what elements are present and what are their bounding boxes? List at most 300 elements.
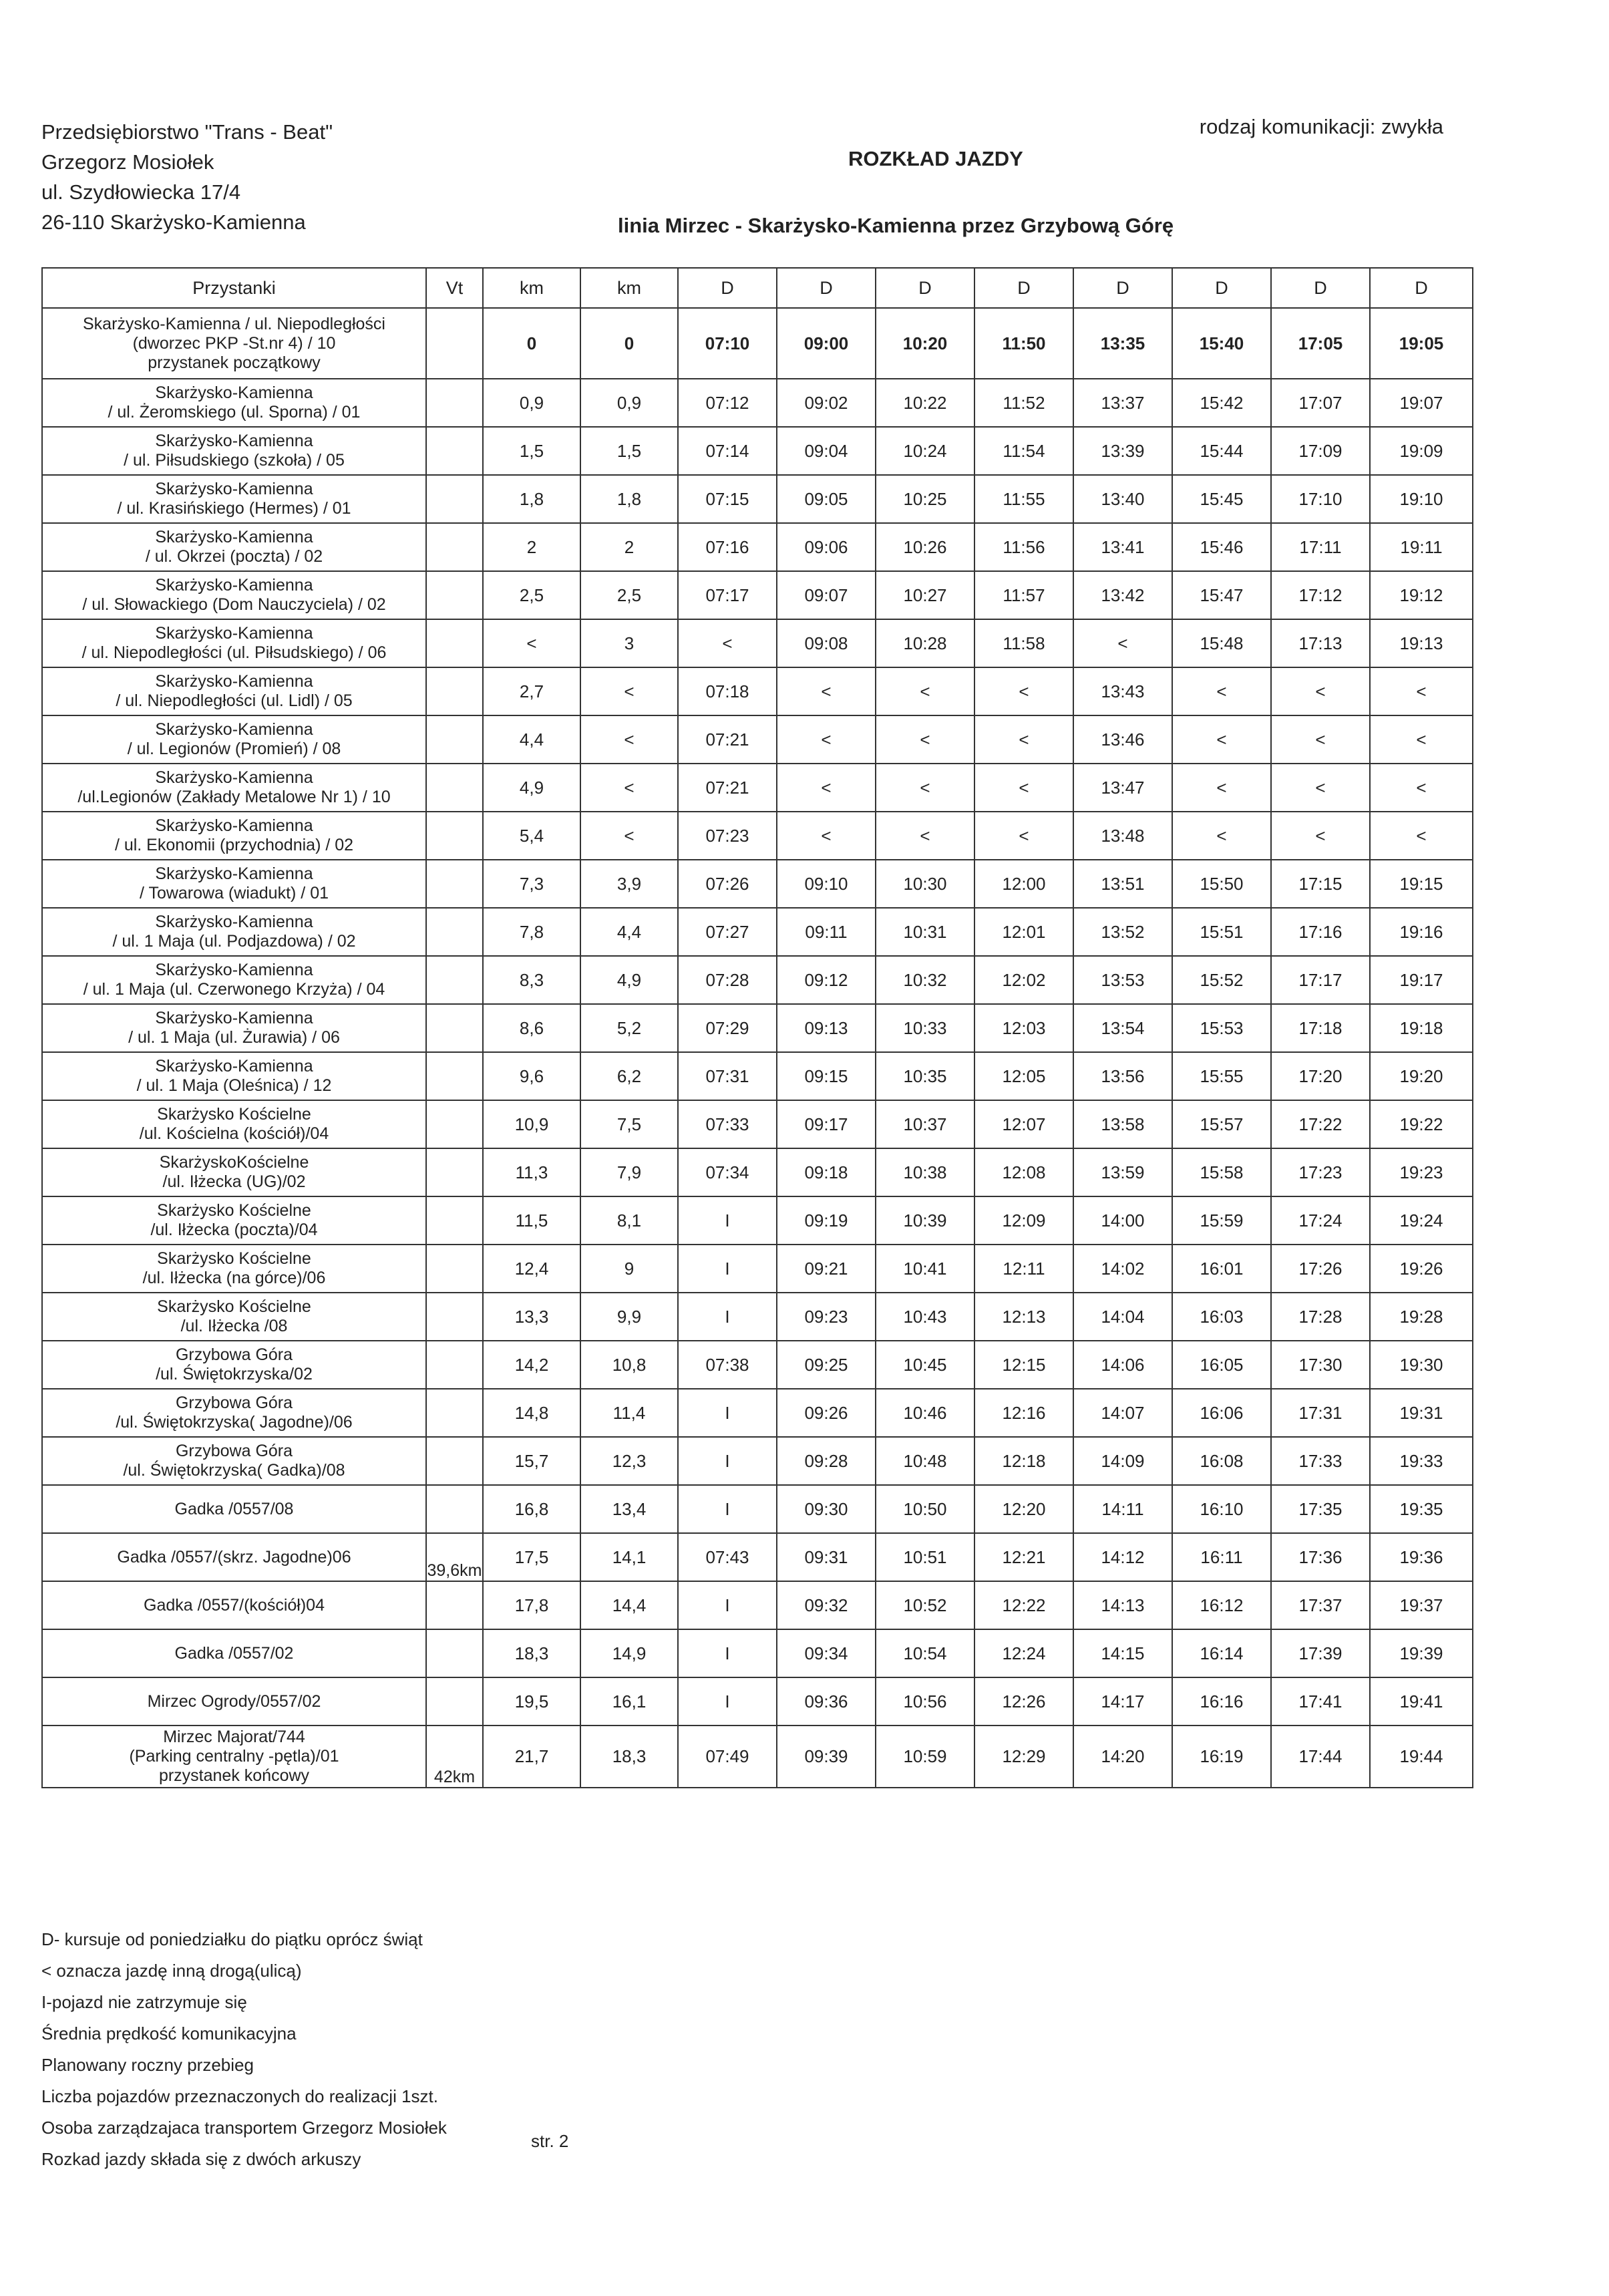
stop-name-line: / ul. 1 Maja (ul. Podjazdowa) / 02 [112, 932, 356, 951]
table-row [42, 1581, 1473, 1629]
departure-time: 14:20 [1073, 1726, 1172, 1788]
departure-time: 11:56 [974, 523, 1073, 571]
departure-time: 11:55 [974, 475, 1073, 523]
departure-time: 10:50 [876, 1485, 974, 1533]
table-row [42, 956, 1473, 1004]
km-cell: 16,8 [483, 1485, 580, 1533]
table-row [42, 1004, 1473, 1052]
departure-time: 15:44 [1172, 427, 1271, 475]
column-header: D [1271, 268, 1370, 308]
stop-name-line: Skarżysko Kościelne [157, 1105, 311, 1124]
km-cell: 14,2 [483, 1341, 580, 1389]
departure-time: 12:01 [974, 908, 1073, 956]
table-row [42, 1052, 1473, 1100]
departure-time: 13:48 [1073, 812, 1172, 860]
table-row [42, 523, 1473, 571]
departure-time: 15:40 [1172, 308, 1271, 379]
departure-time: 13:35 [1073, 308, 1172, 379]
table-row [42, 860, 1473, 908]
km-cell: 7,3 [483, 860, 580, 908]
departure-time: 14:09 [1073, 1437, 1172, 1485]
departure-time: 17:37 [1271, 1581, 1370, 1629]
vt-cell [426, 1629, 483, 1677]
departure-time: 12:29 [974, 1726, 1073, 1788]
stop-name-line: / ul. Krasińskiego (Hermes) / 01 [117, 499, 351, 518]
departure-time: 09:23 [777, 1293, 876, 1341]
table-row [42, 667, 1473, 715]
km-cell: 11,3 [483, 1148, 580, 1196]
departure-time: 10:24 [876, 427, 974, 475]
stop-name-line: Skarżysko-Kamienna [155, 1009, 313, 1027]
vt-cell [426, 1389, 483, 1437]
departure-time: 17:30 [1271, 1341, 1370, 1389]
km-cell: 4,9 [483, 764, 580, 812]
departure-time: 09:13 [777, 1004, 876, 1052]
stop-name-line: / ul. Piłsudskiego (szkoła) / 05 [124, 451, 345, 470]
departure-time: 09:12 [777, 956, 876, 1004]
km-cell: 4,4 [580, 908, 678, 956]
departure-time: 09:02 [777, 379, 876, 427]
stop-name-line: /ul. Kościelna (kościół)/04 [139, 1124, 329, 1143]
departure-time: 14:06 [1073, 1341, 1172, 1389]
departure-time: 15:47 [1172, 571, 1271, 619]
table-row [42, 1293, 1473, 1341]
vt-cell: 42km [426, 1726, 483, 1788]
departure-time: 09:30 [777, 1485, 876, 1533]
table-row [42, 908, 1473, 956]
km-cell: 18,3 [483, 1629, 580, 1677]
departure-time: 17:44 [1271, 1726, 1370, 1788]
departure-time: 19:44 [1370, 1726, 1473, 1788]
km-cell: 2,5 [580, 571, 678, 619]
departure-time: 19:17 [1370, 956, 1473, 1004]
departure-time: < [1172, 715, 1271, 764]
table-row [42, 1533, 1473, 1581]
stop-name-line: Gadka /0557/(skrz. Jagodne)06 [117, 1547, 351, 1567]
km-cell: 9,9 [580, 1293, 678, 1341]
departure-time: 13:58 [1073, 1100, 1172, 1148]
departure-time: 07:33 [678, 1100, 777, 1148]
departure-time: 16:03 [1172, 1293, 1271, 1341]
stop-name-line: Skarżysko-Kamienna [155, 480, 313, 498]
stop-name [42, 1677, 426, 1726]
departure-time: 10:35 [876, 1052, 974, 1100]
departure-time: 19:10 [1370, 475, 1473, 523]
vt-cell [426, 619, 483, 667]
departure-time: 16:11 [1172, 1533, 1271, 1581]
stop-name [42, 1293, 426, 1341]
departure-time: 14:02 [1073, 1245, 1172, 1293]
departure-time: 07:29 [678, 1004, 777, 1052]
departure-time: 19:35 [1370, 1485, 1473, 1533]
departure-time: I [678, 1196, 777, 1245]
departure-time: 17:15 [1271, 860, 1370, 908]
departure-time: < [1370, 764, 1473, 812]
vt-cell [426, 308, 483, 379]
departure-time: 17:13 [1271, 619, 1370, 667]
departure-time: < [777, 667, 876, 715]
km-cell: 0 [580, 308, 678, 379]
column-header: km [483, 268, 580, 308]
departure-time: 13:52 [1073, 908, 1172, 956]
stop-name-line: Grzybowa Góra [175, 1345, 293, 1364]
departure-time: 10:59 [876, 1726, 974, 1788]
stop-name-line: /ul.Legionów (Zakłady Metalowe Nr 1) / 10 [77, 788, 391, 806]
km-cell: 0,9 [580, 379, 678, 427]
departure-time: 09:26 [777, 1389, 876, 1437]
vt-cell [426, 908, 483, 956]
km-cell: 18,3 [580, 1726, 678, 1788]
column-header: D [876, 268, 974, 308]
departure-time: 17:36 [1271, 1533, 1370, 1581]
stop-name-line: Grzybowa Góra [175, 1442, 293, 1460]
departure-time: < [1370, 715, 1473, 764]
stop-name-line: Mirzec Ogrody/0557/02 [147, 1691, 321, 1711]
departure-time: 19:41 [1370, 1677, 1473, 1726]
departure-time: 16:16 [1172, 1677, 1271, 1726]
departure-time: < [1073, 619, 1172, 667]
km-cell: 15,7 [483, 1437, 580, 1485]
vt-cell [426, 1677, 483, 1726]
km-cell: 14,4 [580, 1581, 678, 1629]
km-cell: < [580, 667, 678, 715]
table-row [42, 475, 1473, 523]
stop-name [42, 619, 426, 667]
departure-time: 17:20 [1271, 1052, 1370, 1100]
departure-time: 09:08 [777, 619, 876, 667]
stop-name [42, 523, 426, 571]
stop-name [42, 1245, 426, 1293]
stop-name [42, 1389, 426, 1437]
column-header: D [1370, 268, 1473, 308]
departure-time: 07:34 [678, 1148, 777, 1196]
route-title: linia Mirzec - Skarżysko-Kamienna przez Grzybową Górę [618, 214, 1174, 237]
vt-cell [426, 1341, 483, 1389]
km-cell: 12,3 [580, 1437, 678, 1485]
departure-time: < [1370, 812, 1473, 860]
departure-time: 13:47 [1073, 764, 1172, 812]
vt-cell [426, 764, 483, 812]
km-cell: 10,8 [580, 1341, 678, 1389]
legend [41, 1924, 447, 2175]
vt-cell [426, 1293, 483, 1341]
departure-time: 10:27 [876, 571, 974, 619]
departure-time: 19:26 [1370, 1245, 1473, 1293]
km-cell: 13,3 [483, 1293, 580, 1341]
column-header: Przystanki [42, 268, 426, 308]
stop-name-line: przystanek końcowy [158, 1766, 310, 1785]
departure-time: < [1271, 812, 1370, 860]
departure-time: 16:06 [1172, 1389, 1271, 1437]
vt-cell [426, 812, 483, 860]
departure-time: 07:49 [678, 1726, 777, 1788]
km-cell: 5,2 [580, 1004, 678, 1052]
departure-time: 11:54 [974, 427, 1073, 475]
departure-time: < [974, 812, 1073, 860]
stop-name [42, 1052, 426, 1100]
departure-time: I [678, 1293, 777, 1341]
departure-time: 13:59 [1073, 1148, 1172, 1196]
departure-time: 07:38 [678, 1341, 777, 1389]
legend-item: Planowany roczny przebieg [41, 2055, 254, 2075]
stop-name [42, 571, 426, 619]
departure-time: 19:30 [1370, 1341, 1473, 1389]
km-cell: 3,9 [580, 860, 678, 908]
stop-name [42, 1437, 426, 1485]
stop-name-line: /ul. Świętokrzyska( Jagodne)/06 [116, 1413, 353, 1432]
departure-time: 09:17 [777, 1100, 876, 1148]
departure-time: < [974, 667, 1073, 715]
departure-time: 16:19 [1172, 1726, 1271, 1788]
departure-time: 17:39 [1271, 1629, 1370, 1677]
departure-time: 19:22 [1370, 1100, 1473, 1148]
stop-name [42, 1581, 426, 1629]
departure-time: 16:08 [1172, 1437, 1271, 1485]
departure-time: 17:16 [1271, 908, 1370, 956]
stop-name-line: Skarżysko-Kamienna [155, 720, 313, 739]
departure-time: 09:34 [777, 1629, 876, 1677]
table-row [42, 619, 1473, 667]
departure-time: 09:18 [777, 1148, 876, 1196]
departure-time: 09:28 [777, 1437, 876, 1485]
departure-time: 07:28 [678, 956, 777, 1004]
departure-time: 09:25 [777, 1341, 876, 1389]
km-cell: 13,4 [580, 1485, 678, 1533]
departure-time: 11:50 [974, 308, 1073, 379]
departure-time: 07:16 [678, 523, 777, 571]
departure-time: I [678, 1389, 777, 1437]
km-cell: 11,4 [580, 1389, 678, 1437]
departure-time: 19:37 [1370, 1581, 1473, 1629]
departure-time: 07:10 [678, 308, 777, 379]
departure-time: 12:05 [974, 1052, 1073, 1100]
departure-time: 15:55 [1172, 1052, 1271, 1100]
departure-time: 11:57 [974, 571, 1073, 619]
km-cell: 6,2 [580, 1052, 678, 1100]
stop-name-line: / ul. Żeromskiego (ul. Sporna) / 01 [108, 403, 361, 422]
vt-cell [426, 1581, 483, 1629]
departure-time: < [777, 764, 876, 812]
communication-type: rodzaj komunikacji: zwykła [1199, 115, 1443, 138]
km-cell: 2,5 [483, 571, 580, 619]
km-cell: 4,9 [580, 956, 678, 1004]
departure-time: 17:23 [1271, 1148, 1370, 1196]
stop-name [42, 427, 426, 475]
departure-time: 09:11 [777, 908, 876, 956]
departure-time: 07:21 [678, 764, 777, 812]
departure-time: 14:13 [1073, 1581, 1172, 1629]
km-cell: 2 [483, 523, 580, 571]
departure-time: 09:21 [777, 1245, 876, 1293]
stop-name-line: Grzybowa Góra [175, 1393, 293, 1412]
km-cell: < [580, 764, 678, 812]
km-cell: 16,1 [580, 1677, 678, 1726]
stop-name-line: Gadka /0557/(kościół)04 [144, 1595, 325, 1615]
stop-name-line: Skarżysko-Kamienna [155, 383, 313, 402]
km-cell: 14,8 [483, 1389, 580, 1437]
departure-time: 19:12 [1370, 571, 1473, 619]
stop-name [42, 1341, 426, 1389]
departure-time: 10:48 [876, 1437, 974, 1485]
km-cell: 7,8 [483, 908, 580, 956]
departure-time: 19:13 [1370, 619, 1473, 667]
departure-time: 09:05 [777, 475, 876, 523]
departure-time: < [1271, 667, 1370, 715]
departure-time: 12:24 [974, 1629, 1073, 1677]
stop-name-line: /ul. Iłżecka (UG)/02 [162, 1172, 306, 1191]
departure-time: I [678, 1437, 777, 1485]
departure-time: 07:18 [678, 667, 777, 715]
departure-time: 19:33 [1370, 1437, 1473, 1485]
departure-time: 16:05 [1172, 1341, 1271, 1389]
vt-cell [426, 523, 483, 571]
stop-name [42, 956, 426, 1004]
km-cell: 1,5 [580, 427, 678, 475]
km-cell: 17,5 [483, 1533, 580, 1581]
departure-time: I [678, 1629, 777, 1677]
stop-name [42, 715, 426, 764]
departure-time: < [777, 812, 876, 860]
departure-time: 09:04 [777, 427, 876, 475]
legend-item: Osoba zarządzajaca transportem Grzegorz Mosiołek [41, 2118, 447, 2138]
stop-name [42, 1533, 426, 1581]
page-number: str. 2 [531, 2131, 569, 2151]
departure-time: 10:41 [876, 1245, 974, 1293]
legend-item: Średnia prędkość komunikacyjna [41, 2023, 297, 2043]
departure-time: 17:22 [1271, 1100, 1370, 1148]
page-title: ROZKŁAD JAZDY [848, 147, 1023, 170]
company-line: ul. Szydłowiecka 17/4 [41, 180, 241, 204]
km-cell: 7,9 [580, 1148, 678, 1196]
departure-time: 13:56 [1073, 1052, 1172, 1100]
departure-time: 10:52 [876, 1581, 974, 1629]
table-row [42, 1677, 1473, 1726]
departure-time: 19:11 [1370, 523, 1473, 571]
departure-time: 10:54 [876, 1629, 974, 1677]
departure-time: 12:18 [974, 1437, 1073, 1485]
stop-name-line: / ul. 1 Maja (ul. Żurawia) / 06 [128, 1028, 340, 1047]
km-cell: < [580, 715, 678, 764]
km-cell: 21,7 [483, 1726, 580, 1788]
stop-name [42, 1100, 426, 1148]
stop-name-line: Skarżysko-Kamienna [155, 624, 313, 643]
departure-time: 14:15 [1073, 1629, 1172, 1677]
stop-name-line: Skarżysko-Kamienna [155, 864, 313, 883]
departure-time: 13:37 [1073, 379, 1172, 427]
departure-time: 10:22 [876, 379, 974, 427]
table-row [42, 308, 1473, 379]
vt-cell [426, 475, 483, 523]
departure-time: 10:32 [876, 956, 974, 1004]
vt-cell [426, 1437, 483, 1485]
stop-name-line: / ul. Niepodległości (ul. Lidl) / 05 [116, 691, 353, 710]
km-cell: 5,4 [483, 812, 580, 860]
departure-time: 10:51 [876, 1533, 974, 1581]
departure-time: 15:45 [1172, 475, 1271, 523]
stop-name-line: /ul. Iłżecka (poczta)/04 [150, 1220, 318, 1239]
departure-time: 07:43 [678, 1533, 777, 1581]
stop-name-line: przystanek początkowy [148, 353, 321, 372]
departure-time: 09:10 [777, 860, 876, 908]
departure-time: 12:26 [974, 1677, 1073, 1726]
departure-time: 13:40 [1073, 475, 1172, 523]
departure-time: < [1172, 764, 1271, 812]
km-cell: 12,4 [483, 1245, 580, 1293]
departure-time: 19:09 [1370, 427, 1473, 475]
departure-time: 07:31 [678, 1052, 777, 1100]
departure-time: 10:31 [876, 908, 974, 956]
table-row [42, 1389, 1473, 1437]
departure-time: 12:07 [974, 1100, 1073, 1148]
departure-time: 19:24 [1370, 1196, 1473, 1245]
stop-name [42, 1148, 426, 1196]
departure-time: 09:15 [777, 1052, 876, 1100]
km-cell: 0,9 [483, 379, 580, 427]
departure-time: 19:28 [1370, 1293, 1473, 1341]
departure-time: < [1172, 812, 1271, 860]
stop-name-line: / ul. Okrzei (poczta) / 02 [145, 547, 323, 566]
departure-time: 09:31 [777, 1533, 876, 1581]
departure-time: 19:18 [1370, 1004, 1473, 1052]
departure-time: < [974, 764, 1073, 812]
departure-time: 11:58 [974, 619, 1073, 667]
stop-name-line: Skarżysko-Kamienna [155, 1057, 313, 1076]
departure-time: 07:23 [678, 812, 777, 860]
departure-time: 10:37 [876, 1100, 974, 1148]
departure-time: 15:57 [1172, 1100, 1271, 1148]
stop-name-line: / ul. 1 Maja (ul. Czerwonego Krzyża) / 04 [83, 980, 385, 999]
vt-cell [426, 667, 483, 715]
stop-name-line: Skarżysko-Kamienna [155, 816, 313, 835]
table-row [42, 1437, 1473, 1485]
departure-time: 07:21 [678, 715, 777, 764]
km-cell: 19,5 [483, 1677, 580, 1726]
stop-name-line: Gadka /0557/02 [174, 1643, 294, 1663]
km-cell: 10,9 [483, 1100, 580, 1148]
departure-time: 17:35 [1271, 1485, 1370, 1533]
stop-name [42, 379, 426, 427]
stop-name-line: / ul. Legionów (Promień) / 08 [127, 740, 341, 758]
km-cell: 7,5 [580, 1100, 678, 1148]
vt-cell: 39,6km [426, 1533, 483, 1581]
departure-time: 13:39 [1073, 427, 1172, 475]
departure-time: 10:56 [876, 1677, 974, 1726]
km-cell: 14,9 [580, 1629, 678, 1677]
km-cell: 3 [580, 619, 678, 667]
departure-time: 16:01 [1172, 1245, 1271, 1293]
departure-time: 17:11 [1271, 523, 1370, 571]
legend-item: Rozkad jazdy składa się z dwóch arkuszy [41, 2149, 361, 2169]
departure-time: 15:46 [1172, 523, 1271, 571]
departure-time: 11:52 [974, 379, 1073, 427]
timetable [41, 267, 1473, 1788]
departure-time: 19:16 [1370, 908, 1473, 956]
departure-time: 19:05 [1370, 308, 1473, 379]
departure-time: < [876, 812, 974, 860]
header-row [42, 268, 1473, 308]
table-row [42, 812, 1473, 860]
departure-time: 14:00 [1073, 1196, 1172, 1245]
departure-time: 12:21 [974, 1533, 1073, 1581]
departure-time: 17:17 [1271, 956, 1370, 1004]
table-row [42, 1726, 1473, 1788]
stop-name-line: Skarżysko-Kamienna [155, 961, 313, 979]
km-cell: 11,5 [483, 1196, 580, 1245]
departure-time: 17:33 [1271, 1437, 1370, 1485]
departure-time: I [678, 1581, 777, 1629]
departure-time: 07:27 [678, 908, 777, 956]
column-header: D [974, 268, 1073, 308]
